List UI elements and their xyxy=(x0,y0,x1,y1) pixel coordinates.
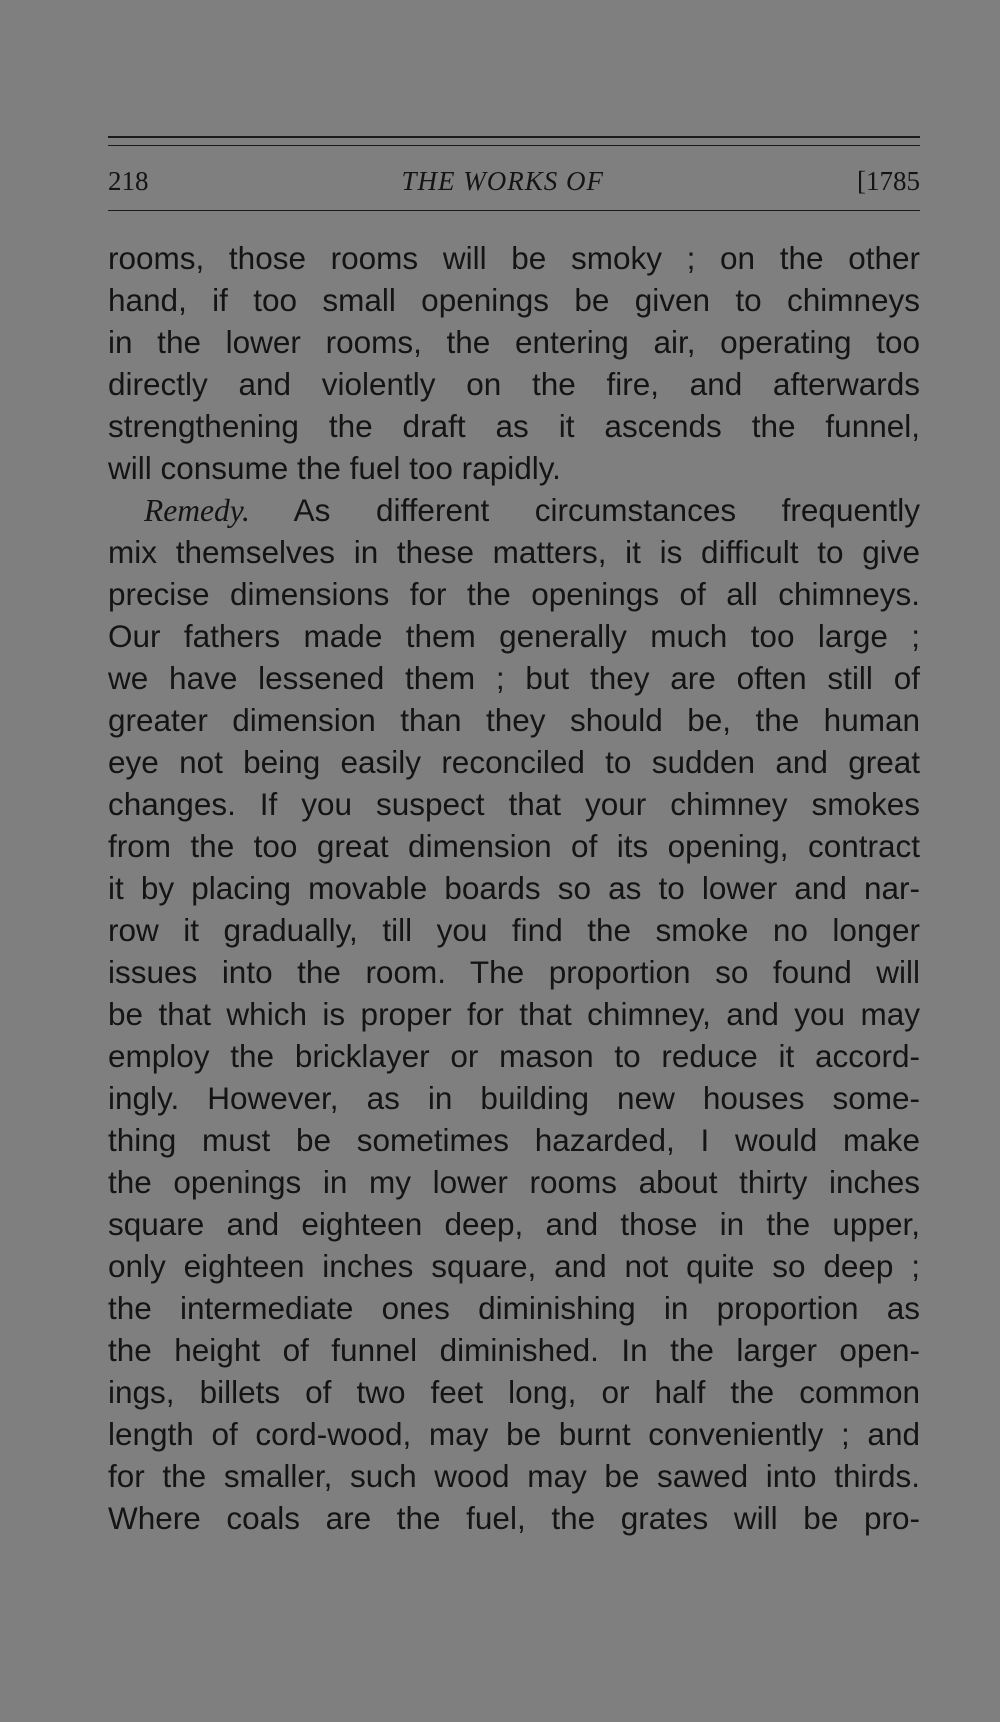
running-head xyxy=(108,164,920,198)
text-line: ings, billets of two feet long, or half the common xyxy=(108,1374,920,1410)
text-line-remedy xyxy=(108,489,920,531)
text-line: be that which is proper for that chimney, and you may xyxy=(108,996,920,1032)
header-rule-bottom xyxy=(108,210,920,211)
text-line: from the too great dimension of its opening, contract xyxy=(108,828,920,864)
text-line: directly and violently on the fire, and afterwards xyxy=(108,366,920,402)
text-line: ingly. However, as in building new houses some- xyxy=(108,1080,920,1116)
text-line: will consume the fuel too rapidly. xyxy=(108,450,561,486)
text-line: employ the bricklayer or mason to reduce it accord- xyxy=(108,1038,920,1074)
text-line: Our fathers made them generally much too large ; xyxy=(108,618,920,654)
text-line: the openings in my lower rooms about thirty inches xyxy=(108,1164,920,1200)
text-line: strengthening the draft as it ascends the funnel, xyxy=(108,408,920,444)
page-number: 218 xyxy=(108,166,149,196)
text-line: we have lessened them ; but they are often still of xyxy=(108,660,920,696)
text-line: row it gradually, till you find the smoke no longer xyxy=(108,912,920,948)
remedy-line-rest: As different circumstances frequently xyxy=(249,492,920,528)
text-line: thing must be sometimes hazarded, I would make xyxy=(108,1122,920,1158)
text-line: square and eighteen deep, and those in the upper, xyxy=(108,1206,920,1242)
text-line: the intermediate ones diminishing in proportion as xyxy=(108,1290,920,1326)
text-line: it by placing movable boards so as to lower and nar- xyxy=(108,870,920,906)
text-line: changes. If you suspect that your chimney smokes xyxy=(108,786,920,822)
text-line: greater dimension than they should be, the human xyxy=(108,702,920,738)
text-line: in the lower rooms, the entering air, operating too xyxy=(108,324,920,360)
text-line: precise dimensions for the openings of all chimneys. xyxy=(108,576,920,612)
body-text xyxy=(108,237,920,1539)
text-line: hand, if too small openings be given to chimneys xyxy=(108,282,920,318)
text-line: for the smaller, such wood may be sawed into thirds. xyxy=(108,1458,920,1494)
text-line: Where coals are the fuel, the grates will be pro- xyxy=(108,1500,920,1536)
book-page xyxy=(108,136,920,1539)
text-line: length of cord-wood, may be burnt conveniently ; and xyxy=(108,1416,920,1452)
header-rule-top-thin xyxy=(108,145,920,146)
running-title: THE WORKS OF xyxy=(401,166,604,196)
running-year: [1785 xyxy=(857,166,920,196)
text-line: only eighteen inches square, and not quite so deep ; xyxy=(108,1248,920,1284)
text-line: eye not being easily reconciled to sudden and great xyxy=(108,744,920,780)
header-rule-top xyxy=(108,136,920,138)
text-line: the height of funnel diminished. In the larger open- xyxy=(108,1332,920,1368)
text-line: issues into the room. The proportion so found will xyxy=(108,954,920,990)
text-line: mix themselves in these matters, it is difficult to give xyxy=(108,534,920,570)
remedy-heading: Remedy. xyxy=(144,493,250,528)
text-line: rooms, those rooms will be smoky ; on the other xyxy=(108,240,920,276)
